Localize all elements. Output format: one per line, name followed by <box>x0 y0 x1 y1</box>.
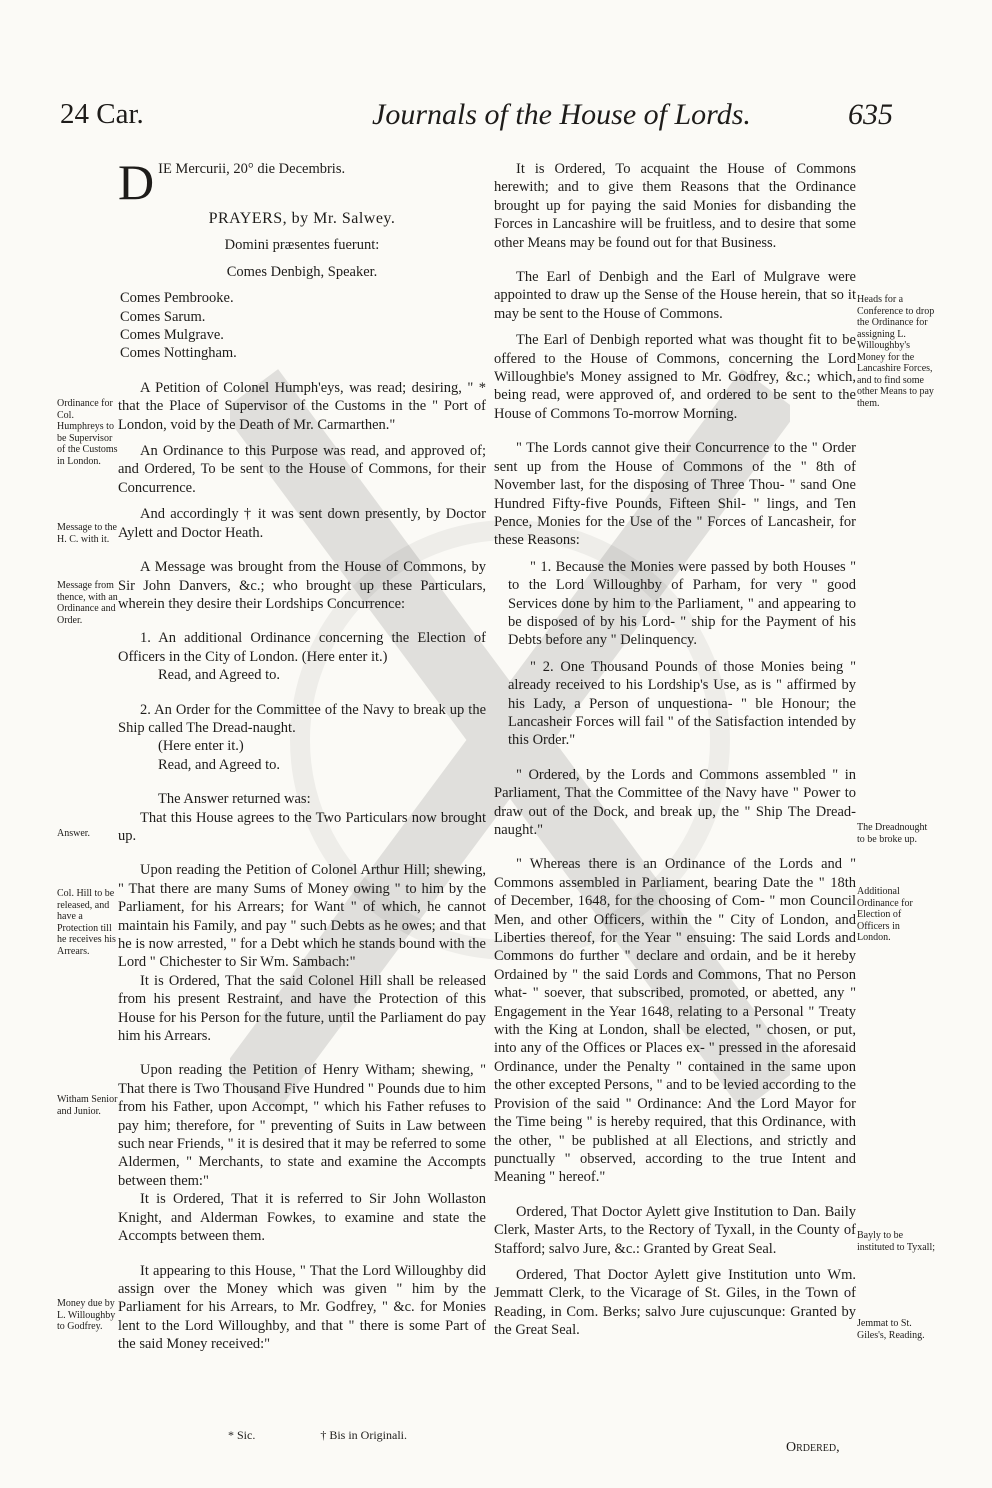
page-header <box>0 98 992 148</box>
lord-entry: Comes Nottingham. <box>120 345 237 362</box>
margin-note: Answer. <box>57 828 91 839</box>
margin-note: Additional Ordinance for Election of Officers in London. <box>857 886 913 943</box>
lord-entry: Comes Mulgrave. <box>120 327 224 344</box>
margin-note: Bayly to be instituted to Tyxall; <box>857 1230 936 1253</box>
item-two: 2. An Order for the Committee of the Navy to break up the Ship called The Dread-naught. <box>118 701 486 736</box>
item-two-enter: (Here enter it.) <box>158 738 244 755</box>
item-two-read: Read, and Agreed to. <box>158 756 281 773</box>
margin-note: Message to the H. C. with it. <box>57 522 117 545</box>
footnote: † Bis in Originali. <box>320 1428 408 1442</box>
paragraph-ordinance: An Ordinance to this Purpose was read, and approved of; and Ordered, To be sent to the House of Commons, for their Concurrence. <box>118 443 486 496</box>
left-column <box>118 154 486 1354</box>
regnal-year: 24 Car. <box>60 98 144 130</box>
paragraph-acquaint: It is Ordered, To acquaint the House of Commons herewith; and to give them Reasons that the Ordinance brought up for paying the said Monies for disbanding the Forces in Lancashire will be fruitless, and to desire that some other Means may be found out for that Business. <box>494 161 856 251</box>
item-one-read: Read, and Agreed to. <box>158 667 281 684</box>
paragraph-willoughby: It appearing to this House, " That the Lord Willoughby did assign over the Money which was given " him by the Parliament for his Arrears, to Mr. Godfrey, " &c. for Monies lent to the Lord Willoughby, and that " there is some Part of the said Money received:" <box>118 1262 486 1353</box>
paragraph-dreadnaught: " Ordered, by the Lords and Commons assembled " in Parliament, That the Committee of the Navy have " Power to draw out of the Dock, and break up, the " Ship The Dread-naught." <box>494 766 856 838</box>
lords-list <box>120 289 486 363</box>
journal-title: Journals of the House of Lords. <box>372 98 751 131</box>
lord-entry: Comes Pembrooke. <box>120 290 234 307</box>
footnotes <box>228 1428 469 1443</box>
paragraph-jemmatt: Ordered, That Doctor Aylett give Institution unto Wm. Jemmatt Clerk, to the Vicarage of St. Giles, in the Town of Reading, in Com. Berks; salvo Jure cujuscunque: Granted by the Great Seal. <box>494 1266 856 1339</box>
answer-text: That this House agrees to the Two Particulars now brought up. <box>118 809 486 844</box>
paragraph-reported: The Earl of Denbigh reported what was thought fit to be offered to the House of Commons, concerning the Lord Willoughbie's Money assigned to Mr. Godfrey, &c.; which, being read, were approved of, and ordered to be sent to the House of Commons To-morrow Morning. <box>494 332 856 422</box>
paragraph-appointed: The Earl of Denbigh and the Earl of Mulgrave were appointed to draw up the Sense of the House herein, that so it may be sent to the House of Commons. <box>494 269 856 322</box>
item-one: 1. An additional Ordinance concerning the Election of Officers in the City of London. (Here enter it.) <box>118 630 486 665</box>
reason-two: " 2. One Thousand Pounds of those Monies being " already received to his Lordship's Use, as is " affirmed by his Lady, a Person of unquestiona- " ble Honour; the Lancasheir Forces will fail " of the Satisfaction intended by this Order." <box>508 658 856 749</box>
paragraph-hill: Upon reading the Petition of Colonel Arthur Hill; shewing, " That there are many Sums of Money owing " to him by the Parliament, for his Arrears; for Want " of which, he cannot maintain his Family, and pay " such Debts as he owes; and that he is now arrested, " for a Debt which he stands bound with the Lord " Chichester to Sir Wm. Sambach:" <box>118 862 486 971</box>
answer-heading: The Answer returned was: <box>158 791 311 808</box>
paragraph-hill-order: It is Ordered, That the said Colonel Hill shall be released from his present Restraint, and have the Protection of this House for his Person for the future, until the Parliament do pay him his Arrears. <box>118 972 486 1045</box>
paragraph-humphreys: A Petition of Colonel Humph'eys, was read; desiring, " * that the Place of Supervisor of the Customs in the " Port of London, void by the Death of Mr. Carmarthen." <box>118 379 486 433</box>
prayers-line: PRAYERS, by Mr. Salwey. <box>208 210 396 227</box>
margin-note: Message from thence, with an Ordinance and Order. <box>57 580 118 626</box>
paragraph-sent: And accordingly † it was sent down presently, by Doctor Aylett and Doctor Heath. <box>118 506 486 541</box>
page-number: 635 <box>848 98 893 131</box>
date-line: DIE Mercurii, 20° die Decembris. <box>118 154 346 210</box>
lord-entry: Comes Sarum. <box>120 308 206 325</box>
reason-one: " 1. Because the Monies were passed by both Houses " to the Lord Willoughby of Parham, for very " good Services done by him to the Parliament, " and appearing to be disposed of by his Lord- " ship for the Payment of his Debts before any " Delinquency. <box>508 558 856 649</box>
paragraph-witham: Upon reading the Petition of Henry Witham; shewing, " That there is Two Thousand Five Hundred " Pounds due to him from his Father, upon Accompt, " which his Father refuses to pay him; therefore, for " preventing of Suits in Law between such near Friends, " it is desired that it may be referred to some Aldermen, " Merchants, to state and examine the Accompts between them:" <box>118 1062 486 1189</box>
paragraph-baily: Ordered, That Doctor Aylett give Institution to Dan. Baily Clerk, Master Arts, to the Rectory of Tyxall, in the County of Stafford; salvo Jure, &c.: Granted by Great Seal. <box>494 1203 856 1257</box>
margin-note: Witham Senior and Junior. <box>57 1094 118 1117</box>
paragraph-message: A Message was brought from the House of Commons, by Sir John Danvers, &c.; who brought up these Particulars, wherein they desire their Lordships Concurrence: <box>118 559 486 612</box>
margin-note: Heads for a Conference to drop the Ordinance for assigning L. Willoughby's Money for the Lancashire Forces, and to find some other Means to pay them. <box>857 294 935 409</box>
paragraph-witham-order: It is Ordered, That it is referred to Sir John Wollaston Knight, and Alderman Fowkes, to examine and state the Accompts between them. <box>118 1191 486 1245</box>
margin-note: The Dreadnought to be broke up. <box>857 822 928 845</box>
drop-cap: D <box>118 154 155 210</box>
margin-note: Ordinance for Col. Humphreys to be Supervisor of the Customs in London. <box>57 398 118 467</box>
speaker-line: Comes Denbigh, Speaker. <box>226 263 378 280</box>
paragraph-whereas: " Whereas there is an Ordinance of the Lords and " Commons assembled in Parliament, bearing Date the " 18th of December, 1648, for the choosing of Com- " mon Council Men, and other Officers, within the " City of London, and Liberties thereof, for the Year " ensuing: The said Lords and Commons do further " declare and ordain, and be it hereby Ordained by " the said Lords and Commons, That no Person what- " soever, that subscribed, promoted, or abetted, any " Engagement in the Year 1648, relating to a Personal " Treaty with the King at London, shall be elected, " chosen, or put, into any of the Offices or Places ex- " pressed in the aforesaid Ordinance, under the Penalty " contained in the same upon the other excepted Persons, " and to be levied according to the Provision of the said " Ordinance: And the Lord Mayor for the Time being " is hereby required, that this Ordinance, with the other, " be published at all Elections, and strictly and punctually " observed, according to the true Intent and Meaning " hereof." <box>494 856 856 1186</box>
margin-note: Col. Hill to be released, and have a Protection till he receives his Arrears. <box>57 888 116 957</box>
present-heading: Domini præsentes fuerunt: <box>224 237 380 254</box>
catchword: Ordered, <box>786 1440 840 1455</box>
right-column <box>494 160 856 1340</box>
margin-note: Money due by L. Willoughby to Godfrey. <box>57 1298 116 1332</box>
paragraph-lords-cannot: " The Lords cannot give their Concurrence to the " Order sent up from the House of Commons of the " 8th of November last, for the disposing of Three Thou- " sand One Hundred Fifty-five Pounds, Fifteen Shil- " lings, and Ten Pence, Monies for the Use of the " Forces of Lancasheir, for these Reasons: <box>494 440 856 549</box>
footnote: * Sic. <box>228 1428 256 1442</box>
margin-note: Jemmat to St. Giles's, Reading. <box>857 1318 925 1341</box>
